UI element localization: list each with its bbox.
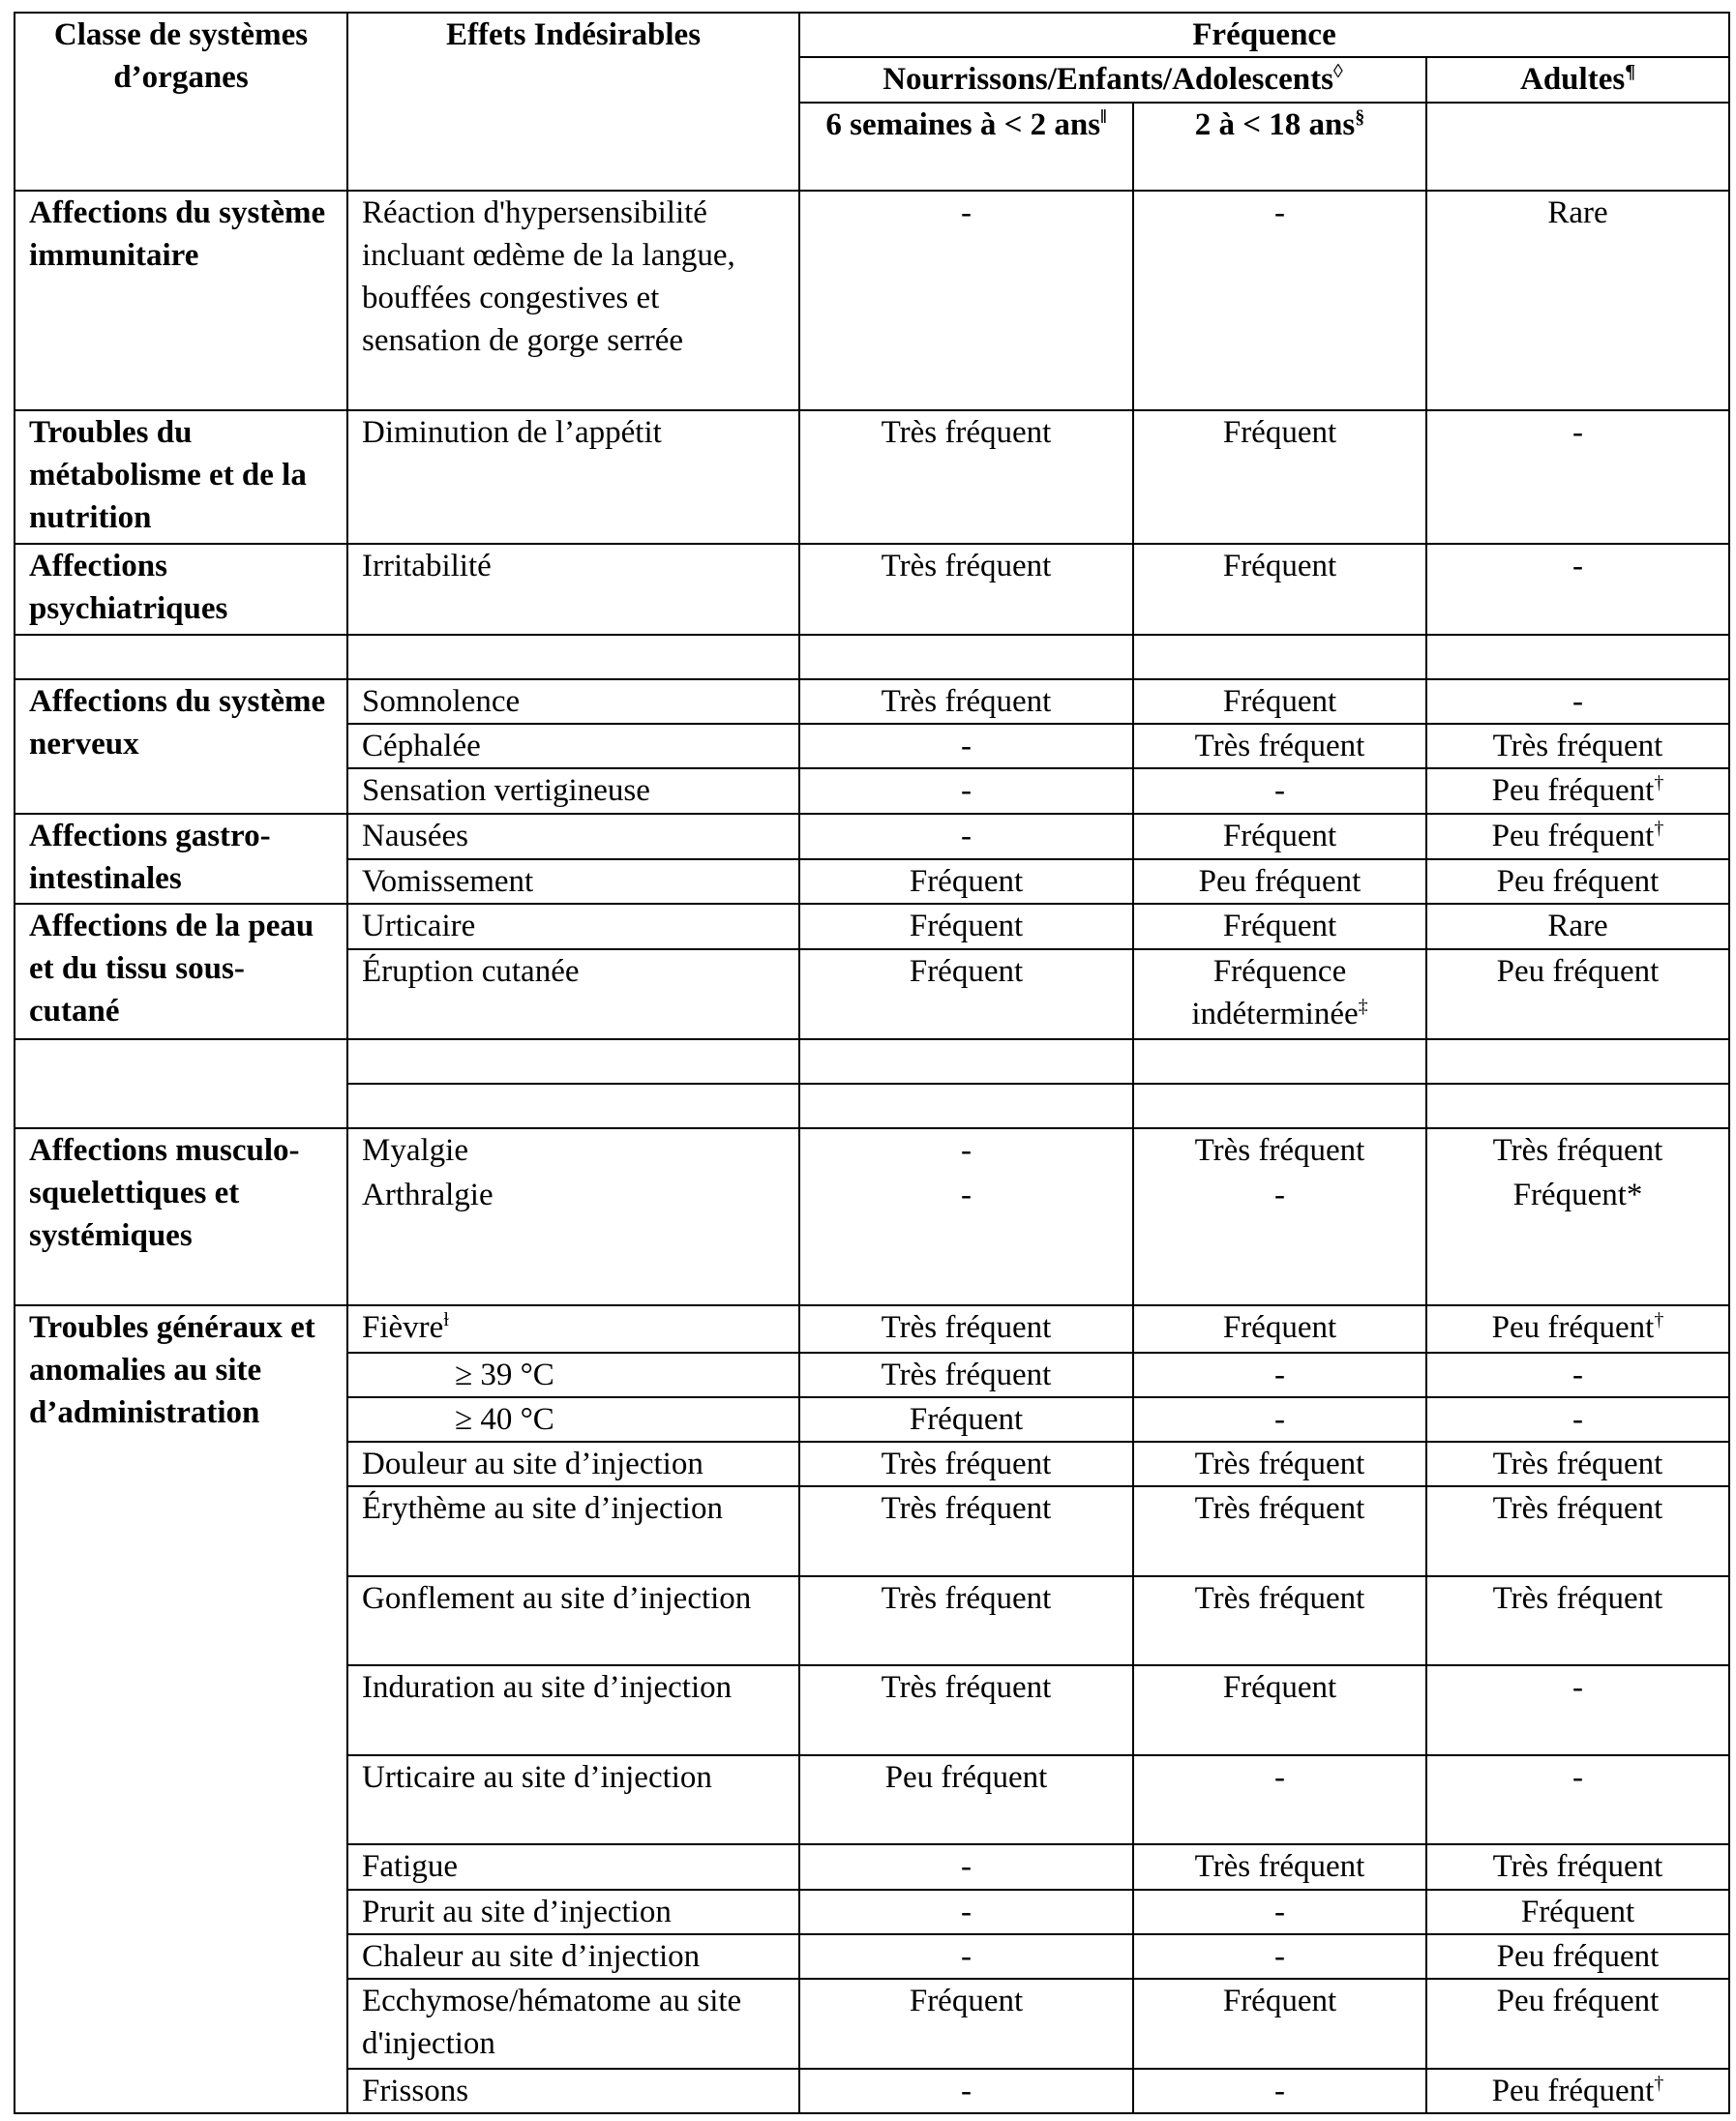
effect-cell: Céphalée [347,724,799,768]
freq-adult-cell: Très fréquent [1426,724,1729,768]
freq-child-cell: Fréquent [1133,1979,1426,2069]
blank-cell [799,635,1133,679]
freq-adult-cell: - [1426,679,1729,724]
freq-infant-cell: Fréquent [799,859,1133,904]
effect-cell: Arthralgie [347,1174,799,1306]
table-row [15,1305,1729,1352]
effect-cell: Nausées [347,814,799,859]
freq-child-cell: Fréquent [1133,1305,1426,1352]
freq-adult-cell: Peu fréquent [1426,949,1729,1039]
effect-cell: Ecchymose/hématome au site d'injection [347,1979,799,2069]
freq-child-cell: Très fréquent [1133,1844,1426,1889]
table-row [15,191,1729,410]
freq-child-cell: - [1133,1934,1426,1979]
freq-infant-cell: - [799,1890,1133,1934]
freq-child-cell: Très fréquent [1133,1128,1426,1173]
soc-cell: Affections du système immunitaire [15,191,347,410]
blank-cell [799,1039,1133,1084]
effect-cell: Douleur au site d’injection [347,1442,799,1486]
freq-child-cell: - [1133,1174,1426,1306]
blank-cell [347,1084,799,1128]
soc-cell: Affections du système nerveux [15,679,347,814]
freq-child-cell: Fréquent [1133,814,1426,859]
effect-cell: Prurit au site d’injection [347,1890,799,1934]
freq-adult-cell: Peu fréquent† [1426,2069,1729,2113]
freq-adult-cell: - [1426,1353,1729,1397]
effect-cell: ≥ 40 °C [347,1397,799,1442]
effect-cell: Diminution de l’appétit [347,410,799,544]
freq-adult-cell: Très fréquent [1426,1128,1729,1173]
freq-child-cell: - [1133,2069,1426,2113]
effect-cell: Sensation vertigineuse [347,768,799,813]
freq-adult-cell: Fréquent* [1426,1174,1729,1306]
adverse-effects-table [14,12,1730,2114]
freq-adult-cell: Très fréquent [1426,1486,1729,1576]
table-row [15,410,1729,544]
effect-cell: Vomissement [347,859,799,904]
effect-cell: Somnolence [347,679,799,724]
effect-cell: Frissons [347,2069,799,2113]
freq-adult-cell: - [1426,544,1729,635]
freq-infant-cell: Très fréquent [799,1305,1133,1352]
freq-adult-cell: Peu fréquent [1426,1934,1729,1979]
soc-cell: Affections gastro-intestinales [15,814,347,905]
effect-cell: Induration au site d’injection [347,1665,799,1755]
freq-adult-cell: Très fréquent [1426,1844,1729,1889]
header-soc: Classe de systèmes d’organes [15,13,347,191]
freq-infant-cell: - [799,1844,1133,1889]
freq-infant-cell: - [799,1174,1133,1306]
freq-adult-cell: Peu fréquent† [1426,1305,1729,1352]
blank-cell [15,1039,347,1129]
table-row [15,679,1729,724]
freq-adult-cell: - [1426,1755,1729,1845]
header-effects: Effets Indésirables [347,13,799,191]
freq-infant-cell: Très fréquent [799,679,1133,724]
freq-infant-cell: - [799,1934,1133,1979]
blank-cell [347,1039,799,1084]
effect-cell: Réaction d'hypersensibilité incluant œdème de la langue, bouffées congestives et sensation de gorge serrée [347,191,799,410]
effect-cell: Éruption cutanée [347,949,799,1039]
freq-adult-cell: Peu fréquent† [1426,768,1729,813]
freq-adult-cell: Très fréquent [1426,1442,1729,1486]
freq-child-cell: - [1133,1397,1426,1442]
freq-infant-cell: Fréquent [799,949,1133,1039]
effect-cell: Chaleur au site d’injection [347,1934,799,1979]
freq-infant-cell: Très fréquent [799,544,1133,635]
header-children: Nourrissons/Enfants/Adolescents◊ [799,57,1426,102]
header-age-1: 6 semaines à < 2 ans‖ [799,103,1133,192]
header-empty [1426,103,1729,192]
blank-cell [1426,1084,1729,1128]
freq-adult-cell: Fréquent [1426,1890,1729,1934]
freq-child-cell: - [1133,191,1426,410]
freq-infant-cell: Peu fréquent [799,1755,1133,1845]
table-row [15,544,1729,635]
freq-infant-cell: - [799,2069,1133,2113]
header-row-1 [15,13,1729,57]
header-frequency: Fréquence [799,13,1729,57]
freq-infant-cell: - [799,191,1133,410]
freq-infant-cell: Très fréquent [799,410,1133,544]
freq-child-cell: Très fréquent [1133,1442,1426,1486]
effect-cell: Urticaire [347,904,799,949]
table-row [15,1128,1729,1173]
freq-infant-cell: Fréquent [799,1397,1133,1442]
freq-child-cell: Fréquent [1133,410,1426,544]
freq-infant-cell: Très fréquent [799,1486,1133,1576]
freq-child-cell: Fréquence indéterminée‡ [1133,949,1426,1039]
freq-child-cell: - [1133,1890,1426,1934]
freq-infant-cell: Très fréquent [799,1665,1133,1755]
freq-adult-cell: Rare [1426,904,1729,949]
freq-child-cell: Très fréquent [1133,724,1426,768]
effect-cell: ≥ 39 °C [347,1353,799,1397]
freq-infant-cell: - [799,814,1133,859]
blank-row [15,1039,1729,1084]
freq-child-cell: - [1133,1755,1426,1845]
soc-cell: Affections de la peau et du tissu sous-cutané [15,904,347,1039]
blank-row [15,635,1729,679]
freq-child-cell: Peu fréquent [1133,859,1426,904]
blank-cell [1133,1084,1426,1128]
effect-cell: Fièvre$^ɫ$ [347,1305,799,1352]
header-adults: Adultes¶ [1426,57,1729,102]
blank-cell [15,635,347,679]
freq-child-cell: Fréquent [1133,544,1426,635]
freq-child-cell: - [1133,768,1426,813]
blank-cell [347,635,799,679]
effect-cell: Myalgie [347,1128,799,1173]
freq-child-cell: Très fréquent [1133,1486,1426,1576]
effect-cell: Érythème au site d’injection [347,1486,799,1576]
freq-infant-cell: - [799,1128,1133,1173]
blank-cell [1133,635,1426,679]
freq-infant-cell: Très fréquent [799,1442,1133,1486]
freq-adult-cell: Peu fréquent [1426,1979,1729,2069]
freq-child-cell: Très fréquent [1133,1576,1426,1666]
soc-cell: Troubles généraux et anomalies au site d’administration [15,1305,347,2113]
header-age-2: 2 à < 18 ans§ [1133,103,1426,192]
soc-cell: Troubles du métabolisme et de la nutrition [15,410,347,544]
table-row [15,904,1729,949]
effect-cell: Fatigue [347,1844,799,1889]
freq-child-cell: Fréquent [1133,904,1426,949]
effect-cell: Gonflement au site d’injection [347,1576,799,1666]
freq-child-cell: - [1133,1353,1426,1397]
freq-infant-cell: - [799,768,1133,813]
effect-cell: Irritabilité [347,544,799,635]
freq-child-cell: Fréquent [1133,679,1426,724]
freq-infant-cell: Très fréquent [799,1353,1133,1397]
freq-adult-cell: - [1426,1665,1729,1755]
blank-cell [1426,1039,1729,1084]
soc-cell: Affections musculo-squelettiques et systémiques [15,1128,347,1305]
effect-cell: Urticaire au site d’injection [347,1755,799,1845]
freq-infant-cell: - [799,724,1133,768]
freq-infant-cell: Fréquent [799,1979,1133,2069]
freq-adult-cell: Très fréquent [1426,1576,1729,1666]
freq-adult-cell: Peu fréquent† [1426,814,1729,859]
freq-infant-cell: Très fréquent [799,1576,1133,1666]
blank-cell [1426,635,1729,679]
freq-adult-cell: Peu fréquent [1426,859,1729,904]
blank-cell [1133,1039,1426,1084]
table-row [15,814,1729,859]
freq-adult-cell: Rare [1426,191,1729,410]
freq-adult-cell: - [1426,1397,1729,1442]
soc-cell: Affections psychiatriques [15,544,347,635]
blank-cell [799,1084,1133,1128]
freq-infant-cell: Fréquent [799,904,1133,949]
freq-adult-cell: - [1426,410,1729,544]
freq-child-cell: Fréquent [1133,1665,1426,1755]
